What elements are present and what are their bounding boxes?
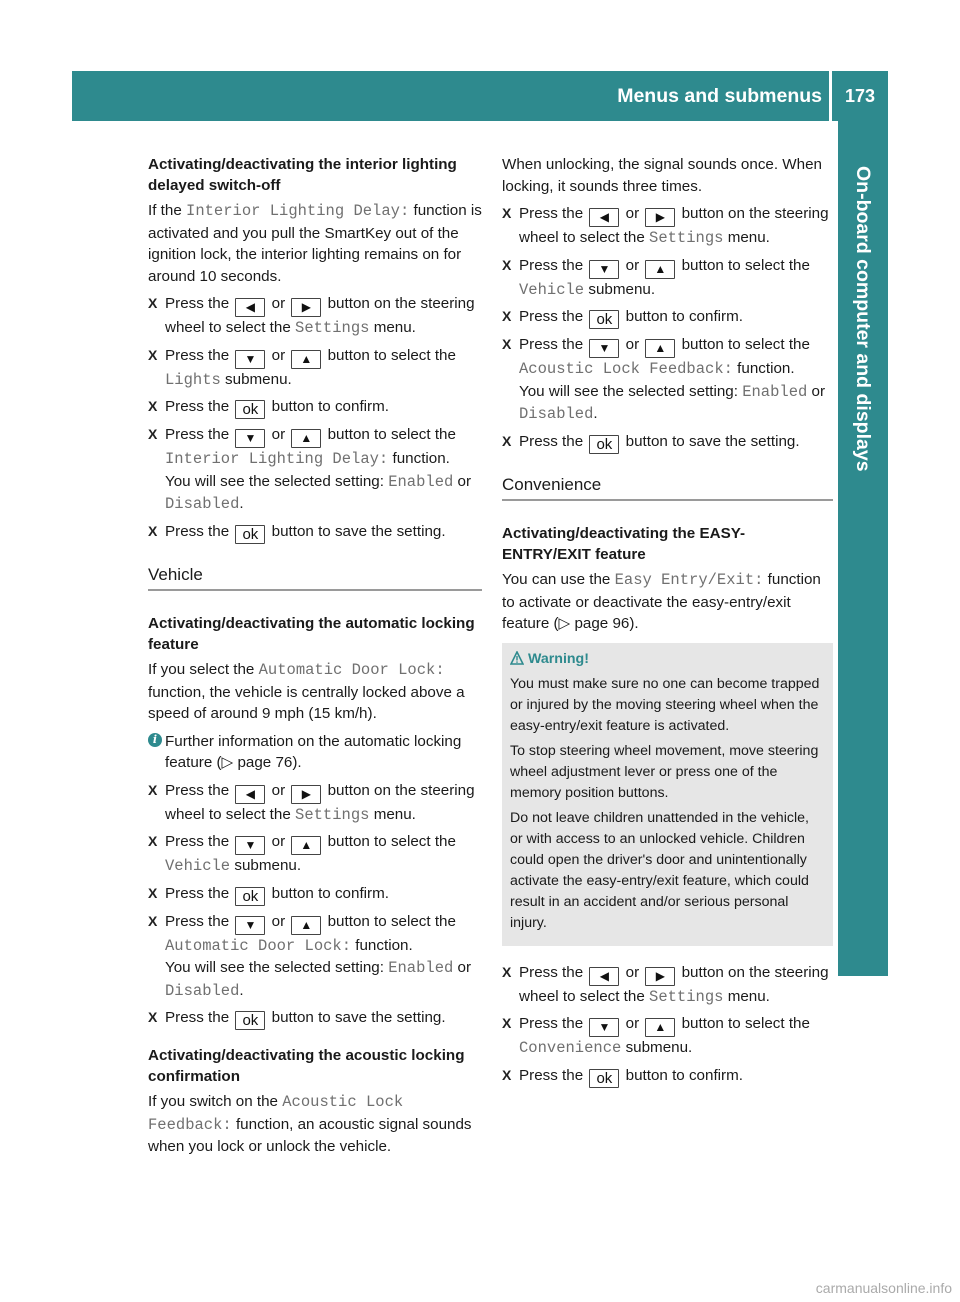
up-arrow-key-icon: ▲ (291, 916, 321, 935)
step-item: X Press the ▼ or ▲ button to select the Convenience submenu. (502, 1015, 810, 1057)
step-marker-icon: X (502, 963, 512, 980)
warning-text: You must make sure no one can become trapped or injured by the moving steering wheel when the easy-entry/exit feature is activated. (510, 675, 820, 734)
down-arrow-key-icon: ▼ (235, 836, 265, 855)
right-arrow-key-icon: ▶ (291, 785, 321, 804)
up-arrow-key-icon: ▲ (291, 350, 321, 369)
left-arrow-key-icon: ◀ (589, 967, 619, 986)
right-arrow-key-icon: ▶ (645, 208, 675, 227)
ok-key-icon: ok (589, 1069, 619, 1088)
heading-automatic-locking: Activating/deactivating the automatic locking feature (148, 615, 475, 653)
down-arrow-key-icon: ▼ (235, 350, 265, 369)
step-item: X Press the ◀ or ▶ button on the steering wheel to select the Settings menu. (502, 205, 829, 247)
info-note: i Further information on the automatic locking feature (▷ page 76). (148, 731, 482, 774)
step-item: X Press the ◀ or ▶ button on the steering wheel to select the Settings menu. (148, 781, 475, 824)
down-arrow-key-icon: ▼ (589, 260, 619, 279)
step-item: X Press the ◀ or ▶ button on the steering wheel to select the Settings menu. (502, 963, 829, 1006)
warning-text: Do not leave children unattended in the vehicle, or with access to an unlocked vehicle. Children could open the driver's door and unintentionally activate the easy-entry/exit feature, which could result in an accident and/or serious personal injury. (510, 809, 809, 931)
step-marker-icon: X (148, 398, 158, 414)
right-arrow-key-icon: ▶ (291, 298, 321, 317)
step-marker-icon: X (502, 1015, 512, 1031)
step-marker-icon: X (502, 336, 512, 352)
step-item: X Press the ok button to confirm. (148, 884, 389, 905)
up-arrow-key-icon: ▲ (291, 836, 321, 855)
ok-key-icon: ok (235, 1011, 265, 1030)
step-item: X Press the ok button to save the setting. (148, 1009, 446, 1029)
left-arrow-key-icon: ◀ (235, 785, 265, 804)
warning-box (502, 643, 833, 946)
step-marker-icon: X (502, 1066, 512, 1083)
ok-key-icon: ok (235, 887, 265, 906)
down-arrow-key-icon: ▼ (589, 339, 619, 358)
step-marker-icon: X (148, 522, 158, 539)
up-arrow-key-icon: ▲ (645, 339, 675, 358)
down-arrow-key-icon: ▼ (235, 916, 265, 935)
paragraph: If you switch on the Acoustic Lock Feedback: function, an acoustic signal sounds when you lock or unlock the vehicle. (148, 1093, 472, 1155)
info-icon: i (148, 733, 162, 747)
paragraph: If the Interior Lighting Delay: function is activated and you pull the SmartKey out of the ignition lock, the interior lighting remains on for around 10 seconds. (148, 202, 482, 285)
step-item: X Press the ok button to confirm. (502, 1066, 743, 1087)
ok-key-icon: ok (589, 435, 619, 454)
step-item: X Press the ▼ or ▲ button to select the Acoustic Lock Feedback: function. You will see the selected setting: Enabled or Disabled. (502, 336, 826, 423)
paragraph: You can use the Easy Entry/Exit: function to activate or deactivate the easy-entry/exit feature (▷ page 96). (502, 571, 821, 632)
page-title: Menus and submenus (617, 85, 822, 107)
step-item: X Press the ok button to confirm. (502, 308, 743, 328)
step-marker-icon: X (502, 256, 512, 273)
step-marker-icon: X (502, 432, 512, 449)
ok-key-icon: ok (235, 400, 265, 419)
step-marker-icon: X (148, 884, 158, 901)
header-bar (72, 71, 888, 121)
right-column (502, 154, 833, 1093)
section-heading-vehicle: Vehicle (148, 564, 482, 592)
heading-easy-entry: Activating/deactivating the EASY-ENTRY/EXIT feature (502, 525, 746, 563)
step-item: X Press the ok button to confirm. (148, 398, 389, 418)
step-marker-icon: X (148, 833, 158, 849)
step-item: X Press the ▼ or ▲ button to select the Vehicle submenu. (148, 833, 456, 875)
ok-key-icon: ok (589, 310, 619, 329)
step-marker-icon: X (502, 205, 512, 221)
left-column (148, 154, 482, 1164)
footer-watermark: carmanualsonline.info (815, 1280, 952, 1296)
side-tab-label: On-board computer and displays (852, 166, 874, 472)
step-item: X Press the ▼ or ▲ button to select the Vehicle submenu. (502, 256, 810, 299)
step-marker-icon: X (502, 308, 512, 324)
step-marker-icon: X (148, 346, 158, 363)
step-marker-icon: X (148, 912, 158, 929)
up-arrow-key-icon: ▲ (645, 1018, 675, 1037)
paragraph: When unlocking, the signal sounds once. When locking, it sounds three times. (502, 156, 822, 195)
step-item: X Press the ◀ or ▶ button on the steering wheel to select the Settings menu. (148, 295, 475, 337)
step-marker-icon: X (148, 295, 158, 311)
step-marker-icon: X (148, 781, 158, 798)
down-arrow-key-icon: ▼ (235, 429, 265, 448)
left-arrow-key-icon: ◀ (235, 298, 265, 317)
step-item: X Press the ok button to save the setting. (502, 432, 800, 453)
paragraph: If you select the Automatic Door Lock: function, the vehicle is centrally locked above a speed of around 9 mph (15 km/h). (148, 661, 465, 722)
page-number: 173 (844, 86, 876, 106)
heading-acoustic-locking: Activating/deactivating the acoustic locking confirmation (148, 1047, 465, 1085)
up-arrow-key-icon: ▲ (291, 429, 321, 448)
up-arrow-key-icon: ▲ (645, 260, 675, 279)
warning-triangle-icon (510, 651, 524, 665)
down-arrow-key-icon: ▼ (589, 1018, 619, 1037)
step-marker-icon: X (148, 426, 158, 442)
section-heading-convenience: Convenience (502, 474, 833, 502)
right-arrow-key-icon: ▶ (645, 967, 675, 986)
step-item: X Press the ▼ or ▲ button to select the Automatic Door Lock: function. You will see the selected setting: Enabled or Disabled. (148, 912, 472, 1000)
warning-text: To stop steering wheel movement, move steering wheel adjustment lever or press one of the memory position buttons. (510, 742, 819, 801)
step-item: X Press the ▼ or ▲ button to select the Interior Lighting Delay: function. You will see the selected setting: Enabled or Disabled. (148, 426, 472, 513)
step-item: X Press the ▼ or ▲ button to select the Lights submenu. (148, 346, 456, 389)
left-arrow-key-icon: ◀ (589, 208, 619, 227)
step-item: X Press the ok button to save the setting. (148, 522, 446, 543)
ok-key-icon: ok (235, 525, 265, 544)
warning-title: Warning! (510, 649, 825, 670)
heading-interior-lighting: Activating/deactivating the interior lighting delayed switch-off (148, 156, 457, 194)
step-marker-icon: X (148, 1009, 158, 1025)
